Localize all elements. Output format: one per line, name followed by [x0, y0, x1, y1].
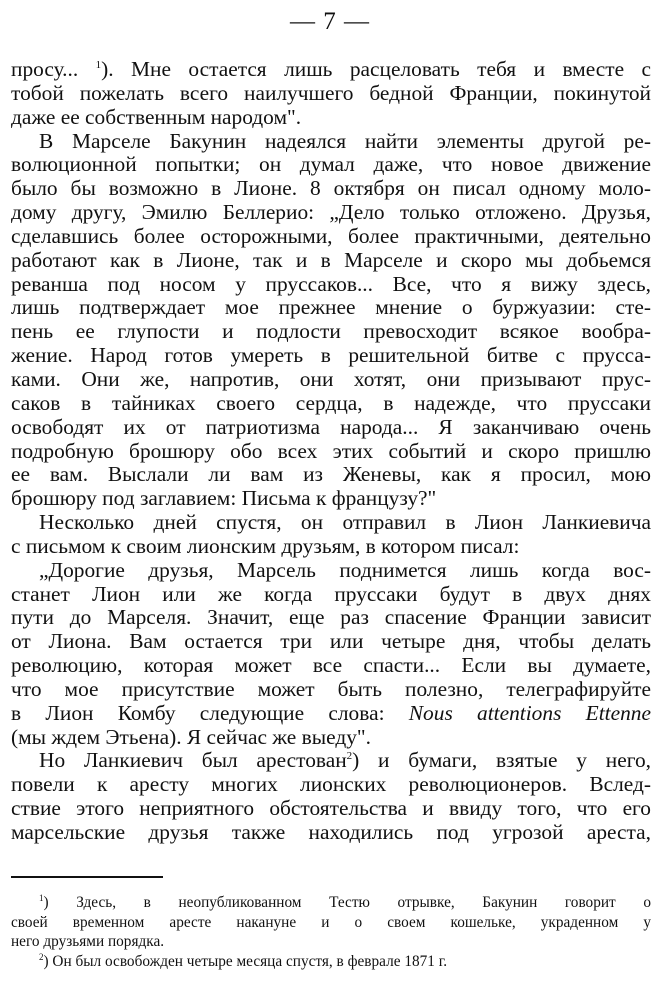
footnotes: [11, 893, 651, 971]
text-line: ствие этого неприятного обстоятельства и ввиду того, что его: [11, 796, 651, 821]
text-line: Но Ланкиевич был арестован$^2$) и бумаги, взятые у него,: [39, 748, 651, 773]
text-line: от Лиона. Вам остается три или четыре дня, чтобы делать: [11, 629, 651, 654]
footnote-marker: 2: [39, 951, 44, 962]
text-line: реванша под носом у пруссаков... Все, что я вижу здесь,: [11, 271, 651, 296]
footnote-line: $^2$) Он был освобожден четыре месяца спустя, в феврале 1871 г.: [39, 951, 448, 970]
text-line: что мое присутствие может быть полезно, телеграфируйте: [11, 676, 651, 701]
footnote-line: своей временном аресте накануне и о своем кошельке, украденном у: [11, 913, 651, 931]
text-line: лишь подтверждает мое прежнее мнение о буржуазии: сте-: [11, 295, 651, 320]
page-number: — 7 —: [290, 8, 370, 35]
text-line: ее вам. Выслали ли вам из Женевы, как я просил, мою: [11, 462, 651, 487]
text-line: повели к аресту многих лионских революционеров. Вслед-: [11, 772, 651, 797]
text-line: в Лион Комбу следующие слова: Nous attentions Ettenne: [11, 700, 651, 725]
text-line: (мы ждем Этьена). Я сейчас же выеду".: [11, 724, 371, 749]
text-line: жение. Народ готов умереть в решительной битве с прусса-: [11, 343, 651, 368]
footnote-line: $^1$) Здесь, в неопубликованном Тестю отрывке, Бакунин говорит о: [39, 892, 651, 911]
text-line: станет Лион или же когда пруссаки будут в двух днях: [11, 581, 651, 606]
text-line: революцию, которая может все спасти... Если вы думаете,: [11, 653, 651, 678]
text-line: ками. Они же, напротив, они хотят, они призывают прус-: [11, 366, 651, 391]
text-line: сделавшись более осторожными, более практичными, деятельно: [11, 223, 651, 248]
text-line: марсельские друзья также находились под угрозой ареста,: [11, 820, 651, 844]
footnote-line: него друзьями порядка.: [11, 933, 165, 951]
text-line: „Дорогие друзья, Марсель поднимется лишь когда вос-: [39, 557, 651, 582]
text-line: саков в тайниках своего сердца, в надежде, что пруссаки: [11, 390, 651, 415]
text-line: пути до Марселя. Значит, еще раз спасение Франции зависит: [11, 605, 651, 630]
footnote-divider: [11, 876, 163, 878]
text-line: просу... $^1$). Мне остается лишь расцеловать тебя и вместе с: [11, 57, 651, 81]
text-line: с письмом к своим лионским друзьям, в котором писал:: [11, 533, 520, 558]
text-line: было бы возможно в Лионе. 8 октября он писал одному моло-: [11, 176, 651, 201]
text-line: В Марселе Бакунин надеялся найти элементы другой ре-: [39, 128, 651, 153]
text-line: дому другу, Эмилю Беллерио: „Дело только отложено. Друзья,: [11, 200, 651, 225]
text-line: Несколько дней спустя, он отправил в Лион Ланкиевича: [39, 510, 651, 535]
text-line: подробную брошюру обо всех этих событий и скоро пришлю: [11, 438, 651, 463]
text-line: пень ее глупости и подлости превосходит всякое вообра-: [11, 319, 651, 344]
footnote-ref: 1: [95, 58, 102, 71]
italic-phrase: Nous attentions Ettenne: [408, 700, 651, 725]
body-text: [11, 58, 651, 845]
text-line: брошюру под заглавием: Письма к французу?": [11, 486, 437, 511]
text-line: освободят их от патриотизма народа... Я заканчиваю очень: [11, 414, 651, 439]
footnote-marker: 1: [39, 892, 44, 903]
text-line: тобой пожелать всего наилучшего бедной Франции, покинутой: [11, 80, 651, 105]
footnote-ref: 2: [346, 750, 353, 763]
text-line: работают как в Лионе, так и в Марселе и скоро мы добьемся: [11, 247, 651, 272]
text-line: волюционной попытки; он думал даже, что новое движение: [11, 152, 651, 177]
text-line: даже ее собственным народом".: [11, 104, 302, 129]
